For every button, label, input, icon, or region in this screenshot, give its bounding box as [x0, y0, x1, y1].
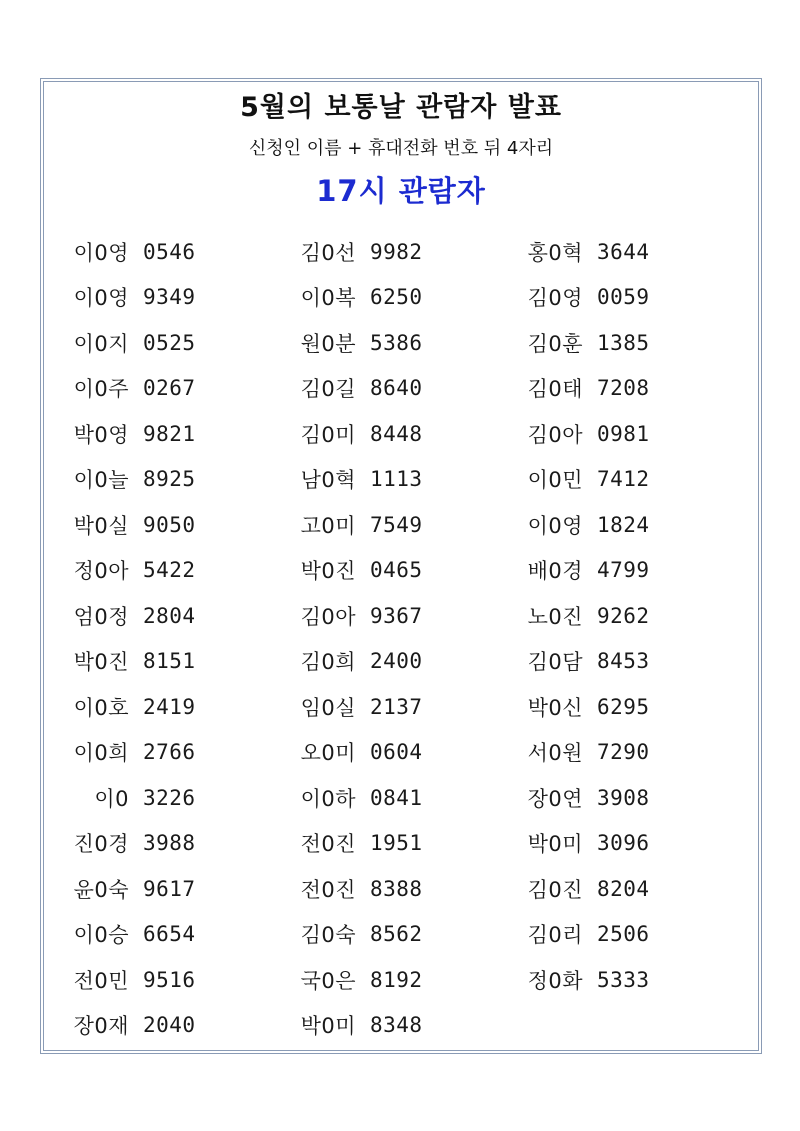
attendee-name: 이0승 — [73, 923, 129, 948]
attendee-name: 노0진 — [527, 604, 583, 629]
list-item — [65, 684, 292, 730]
attendee-name: 김0아 — [300, 604, 356, 629]
attendee-name: 전0진 — [300, 832, 356, 857]
attendee-name: 진0경 — [73, 832, 129, 857]
attendee-name: 고0미 — [300, 513, 356, 538]
phone-last-digits: 8640 — [370, 376, 423, 401]
phone-last-digits: 8562 — [370, 922, 423, 947]
phone-last-digits: 3988 — [143, 831, 196, 856]
attendee-name: 김0길 — [300, 377, 356, 402]
phone-last-digits: 2400 — [370, 649, 423, 674]
attendee-name: 박0신 — [527, 695, 583, 720]
phone-last-digits: 9367 — [370, 603, 423, 628]
phone-last-digits: 6654 — [143, 922, 196, 947]
phone-last-digits: 2804 — [143, 603, 196, 628]
phone-last-digits: 2766 — [143, 740, 196, 765]
phone-last-digits: 4799 — [597, 558, 650, 583]
list-item — [65, 229, 292, 275]
phone-last-digits: 8204 — [597, 876, 650, 901]
attendee-name: 정0아 — [73, 559, 129, 584]
phone-last-digits: 2419 — [143, 694, 196, 719]
list-item — [519, 366, 746, 412]
attendee-name: 박0미 — [300, 1014, 356, 1039]
phone-last-digits: 5386 — [370, 330, 423, 355]
phone-last-digits: 8448 — [370, 421, 423, 446]
list-item — [519, 275, 746, 321]
list-item — [519, 502, 746, 548]
attendee-name: 이0늘 — [73, 468, 129, 493]
phone-last-digits: 9050 — [143, 512, 196, 537]
list-item — [519, 775, 746, 821]
phone-last-digits: 6295 — [597, 694, 650, 719]
phone-last-digits: 0546 — [143, 239, 196, 264]
attendee-name: 박0진 — [300, 559, 356, 584]
phone-last-digits: 9982 — [370, 239, 423, 264]
subtitle: 신청인 이름 + 휴대전화 번호 뒤 4자리 — [248, 138, 554, 159]
phone-last-digits: 1951 — [370, 831, 423, 856]
attendee-name: 임0실 — [300, 695, 356, 720]
list-item — [292, 366, 519, 412]
list-item — [519, 821, 746, 867]
list-item — [65, 821, 292, 867]
list-item — [292, 684, 519, 730]
announcement-frame — [40, 78, 762, 1054]
phone-last-digits: 3908 — [597, 785, 650, 810]
attendee-name: 이0복 — [300, 286, 356, 311]
list-item — [292, 639, 519, 685]
phone-last-digits: 2137 — [370, 694, 423, 719]
attendee-name: 김0태 — [527, 377, 583, 402]
attendee-name: 윤0숙 — [73, 877, 129, 902]
attendee-name: 김0아 — [527, 422, 583, 447]
phone-last-digits: 8388 — [370, 876, 423, 901]
list-item — [65, 457, 292, 503]
phone-last-digits: 8151 — [143, 649, 196, 674]
phone-last-digits: 0465 — [370, 558, 423, 583]
phone-last-digits: 8348 — [370, 1013, 423, 1038]
attendee-name: 장0재 — [73, 1014, 129, 1039]
attendee-name: 이0희 — [73, 741, 129, 766]
attendee-name: 장0연 — [527, 786, 583, 811]
list-item — [519, 639, 746, 685]
attendee-name: 이0민 — [527, 468, 583, 493]
phone-last-digits: 0525 — [143, 330, 196, 355]
list-item — [65, 957, 292, 1003]
attendee-name: 이0영 — [527, 513, 583, 538]
page-title: 5월의 보통날 관람자 발표 — [240, 92, 562, 123]
phone-last-digits: 9262 — [597, 603, 650, 628]
list-item — [292, 1003, 519, 1049]
attendee-name: 서0원 — [527, 741, 583, 766]
list-item — [292, 502, 519, 548]
list-item — [65, 866, 292, 912]
attendee-name: 이0지 — [73, 331, 129, 356]
attendee-name: 김0미 — [300, 422, 356, 447]
list-item — [519, 411, 746, 457]
phone-last-digits: 8453 — [597, 649, 650, 674]
phone-last-digits: 5333 — [597, 967, 650, 992]
list-item — [292, 457, 519, 503]
list-item — [292, 229, 519, 275]
list-item — [292, 730, 519, 776]
phone-last-digits: 3644 — [597, 239, 650, 264]
phone-last-digits: 9821 — [143, 421, 196, 446]
attendee-name: 국0은 — [300, 968, 356, 993]
attendee-name: 박0실 — [73, 513, 129, 538]
attendee-name: 김0선 — [300, 240, 356, 265]
attendee-name: 박0미 — [527, 832, 583, 857]
list-item — [292, 320, 519, 366]
phone-last-digits: 0267 — [143, 376, 196, 401]
phone-last-digits: 3096 — [597, 831, 650, 856]
phone-last-digits: 1824 — [597, 512, 650, 537]
phone-last-digits: 2040 — [143, 1013, 196, 1038]
attendee-name: 김0훈 — [527, 331, 583, 356]
list-item — [292, 821, 519, 867]
phone-last-digits: 0981 — [597, 421, 650, 446]
list-item — [65, 548, 292, 594]
attendee-name: 이0하 — [300, 786, 356, 811]
list-item — [519, 684, 746, 730]
attendee-name: 정0화 — [527, 968, 583, 993]
list-item — [292, 548, 519, 594]
attendee-name: 이0호 — [73, 695, 129, 720]
attendee-name: 김0숙 — [300, 923, 356, 948]
session-heading: 17시 관람자 — [316, 174, 486, 208]
list-item — [65, 775, 292, 821]
list-item — [65, 366, 292, 412]
attendee-name: 김0영 — [527, 286, 583, 311]
phone-last-digits: 2506 — [597, 922, 650, 947]
list-item — [65, 1003, 292, 1049]
phone-last-digits: 8192 — [370, 967, 423, 992]
phone-last-digits: 6250 — [370, 285, 423, 310]
attendee-name: 전0진 — [300, 877, 356, 902]
attendee-name: 이0영 — [73, 286, 129, 311]
attendee-name: 남0혁 — [300, 468, 356, 493]
phone-last-digits: 0604 — [370, 740, 423, 765]
phone-last-digits: 1385 — [597, 330, 650, 355]
list-item — [65, 730, 292, 776]
attendee-list — [41, 229, 761, 1048]
phone-last-digits: 5422 — [143, 558, 196, 583]
list-item — [292, 593, 519, 639]
attendee-name: 이0 — [94, 786, 129, 811]
list-item — [519, 912, 746, 958]
list-item — [65, 912, 292, 958]
list-item — [292, 912, 519, 958]
attendee-name: 박0진 — [73, 650, 129, 675]
attendee-name: 김0진 — [527, 877, 583, 902]
phone-last-digits: 9617 — [143, 876, 196, 901]
phone-last-digits: 9349 — [143, 285, 196, 310]
attendee-name: 전0민 — [73, 968, 129, 993]
attendee-name: 이0주 — [73, 377, 129, 402]
attendee-name: 김0희 — [300, 650, 356, 675]
attendee-name: 이0영 — [73, 240, 129, 265]
list-item — [292, 275, 519, 321]
phone-last-digits: 7208 — [597, 376, 650, 401]
list-item — [292, 957, 519, 1003]
list-item — [65, 593, 292, 639]
list-item — [519, 593, 746, 639]
list-item — [519, 957, 746, 1003]
list-item — [519, 730, 746, 776]
attendee-name: 박0영 — [73, 422, 129, 447]
list-item — [519, 866, 746, 912]
attendee-name: 배0경 — [527, 559, 583, 584]
attendee-name: 홍0혁 — [527, 240, 583, 265]
attendee-name: 김0리 — [527, 923, 583, 948]
list-item — [519, 457, 746, 503]
phone-last-digits: 0059 — [597, 285, 650, 310]
list-item — [65, 639, 292, 685]
list-item — [519, 1003, 746, 1049]
phone-last-digits: 7549 — [370, 512, 423, 537]
list-item — [292, 411, 519, 457]
phone-last-digits: 3226 — [143, 785, 196, 810]
list-item — [519, 548, 746, 594]
phone-last-digits: 7290 — [597, 740, 650, 765]
attendee-name: 오0미 — [300, 741, 356, 766]
phone-last-digits: 7412 — [597, 467, 650, 492]
phone-last-digits: 1113 — [370, 467, 423, 492]
list-item — [519, 320, 746, 366]
list-item — [65, 411, 292, 457]
phone-last-digits: 9516 — [143, 967, 196, 992]
attendee-name: 원0분 — [300, 331, 356, 356]
phone-last-digits: 8925 — [143, 467, 196, 492]
list-item — [65, 275, 292, 321]
attendee-name: 엄0정 — [73, 604, 129, 629]
phone-last-digits: 0841 — [370, 785, 423, 810]
list-item — [519, 229, 746, 275]
attendee-name: 김0담 — [527, 650, 583, 675]
list-item — [292, 775, 519, 821]
list-item — [292, 866, 519, 912]
list-item — [65, 320, 292, 366]
list-item — [65, 502, 292, 548]
